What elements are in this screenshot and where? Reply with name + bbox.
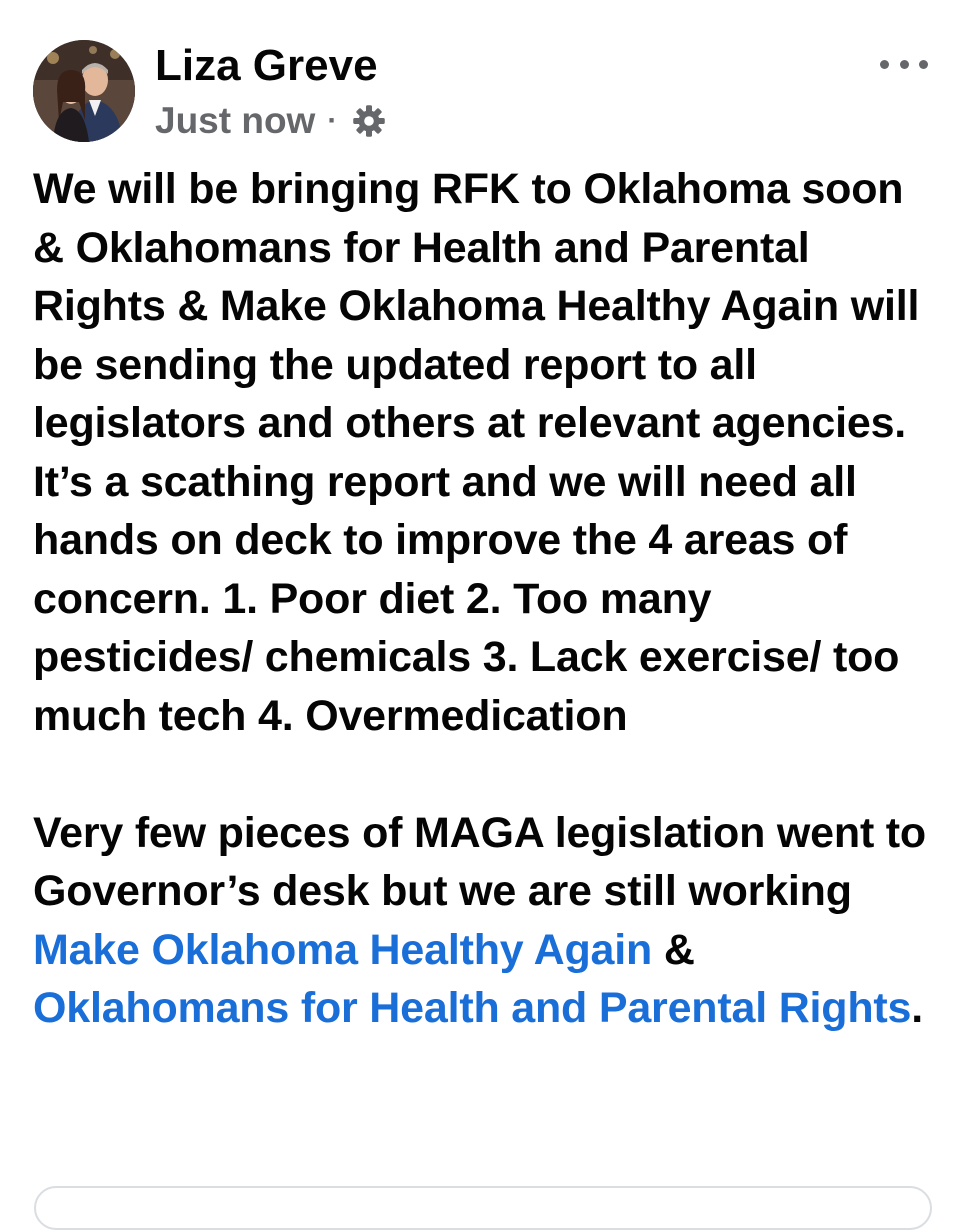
- avatar[interactable]: [33, 40, 135, 142]
- avatar-photo: [33, 40, 135, 142]
- more-horizontal-icon[interactable]: [880, 52, 928, 76]
- author-name[interactable]: Liza Greve: [155, 41, 378, 90]
- paragraph-2-text: Very few pieces of MAGA legislation went to Governor’s desk but we are still working: [33, 808, 926, 915]
- connector-text: &: [652, 925, 695, 974]
- post-meta: [155, 98, 387, 144]
- post-body: [33, 160, 938, 1038]
- comment-box[interactable]: [34, 1186, 932, 1230]
- link-oklahomans-for-health-and-parental-rights[interactable]: Oklahomans for Health and Parental Rights: [33, 984, 912, 1032]
- timestamp[interactable]: Just now: [155, 100, 316, 141]
- post-paragraph-2: [33, 804, 938, 1038]
- link-make-oklahoma-healthy-again[interactable]: Make Oklahoma Healthy Again: [33, 925, 653, 974]
- gear-icon[interactable]: [351, 103, 387, 139]
- end-punctuation: .: [911, 984, 924, 1032]
- post-paragraph-1: We will be bringing RFK to Oklahoma soon & Oklahomans for Health and Parental Rights & Make Oklahoma Healthy Again will be sending the updated report to all legislators and others at relevant agencies. It’s a scathing report and we will need all hands on deck to improve the 4 areas of concern. 1. Poor diet 2. Too many pesticides/ chemicals 3. Lack exercise/ too much tech 4. Overmedication: [33, 165, 920, 740]
- separator: ·: [327, 104, 338, 137]
